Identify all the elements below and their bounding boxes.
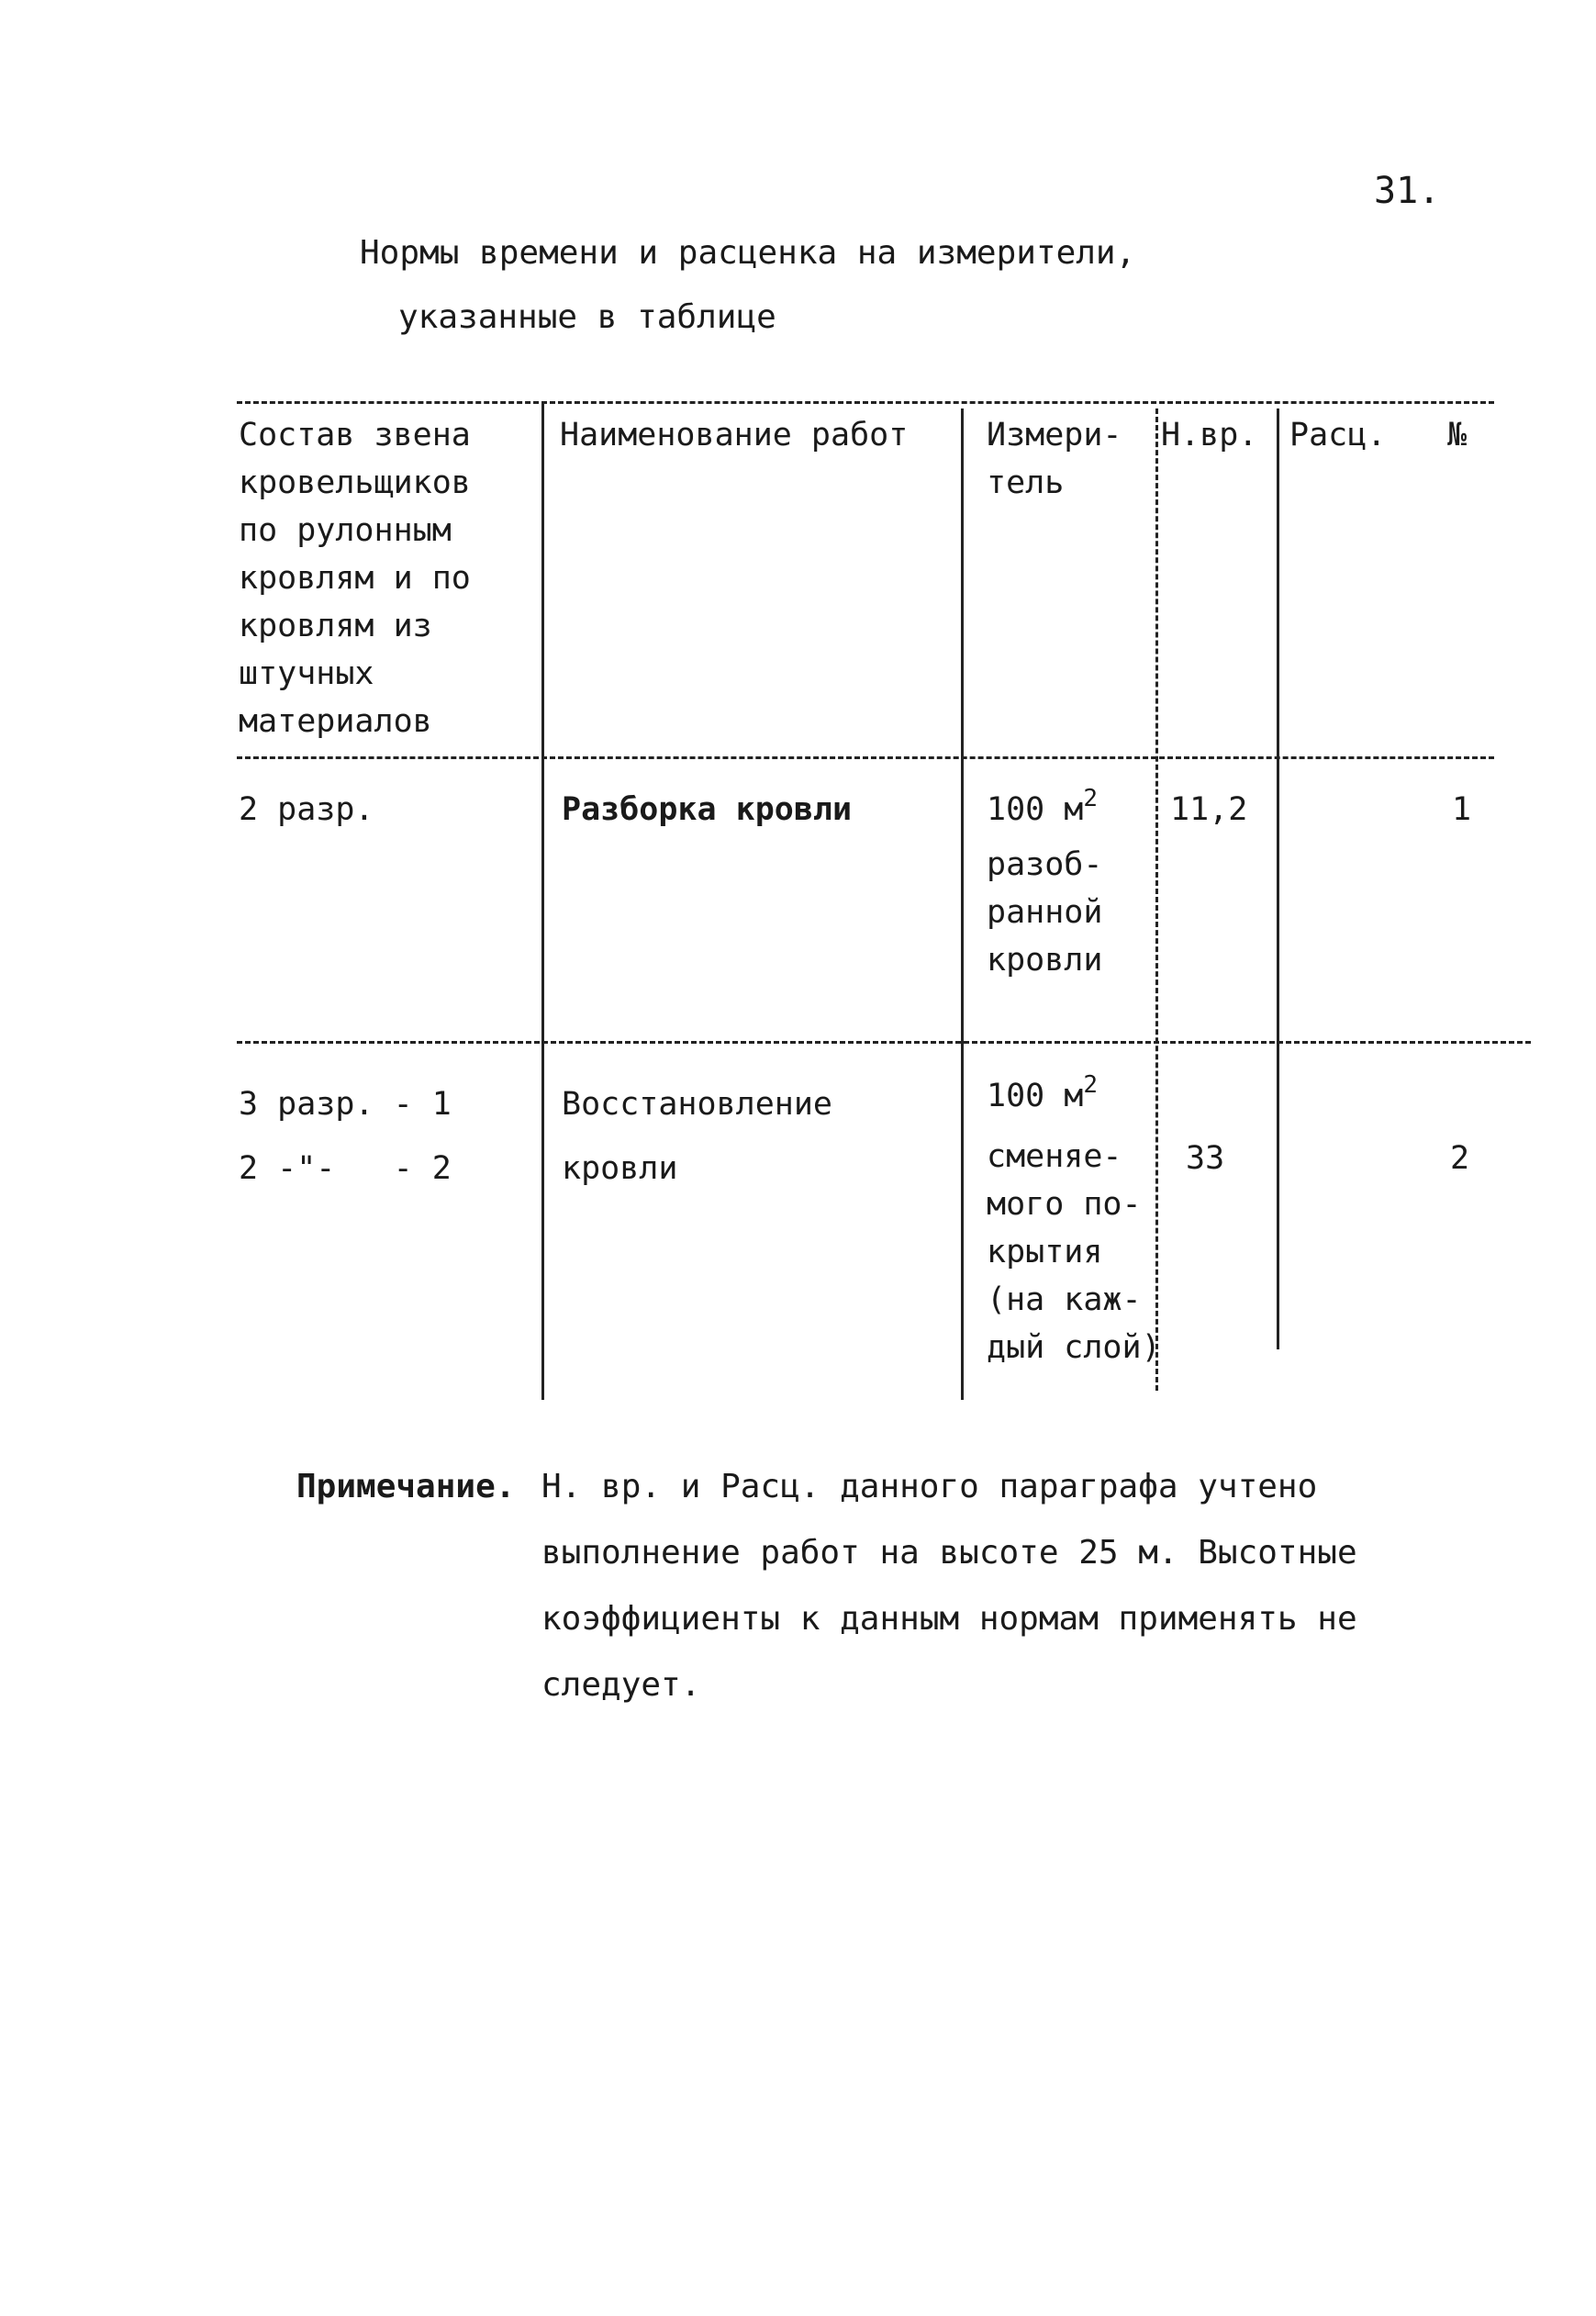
row1-unit: 100 $м^2$ разоб- ранной кровли xyxy=(987,785,1103,979)
row2-work-name: Восстановление кровли xyxy=(562,1086,833,1187)
title-line-2: указанные в таблице xyxy=(398,298,776,336)
note-label: Примечание. xyxy=(296,1468,516,1505)
note-line-1: Н. вр. и Расц. данного параграфа учтено xyxy=(541,1468,1318,1505)
table-top-rule xyxy=(237,401,1494,404)
title-line-1: Нормы времени и расценка на измерители, xyxy=(360,234,1136,272)
header-work-name: Наименование работ xyxy=(560,417,909,453)
row1-bottom-rule xyxy=(237,1041,1531,1044)
row2-composition: 3 разр. - 1 2 -"- - 2 xyxy=(239,1086,452,1187)
row2-num: 2 xyxy=(1450,1140,1470,1177)
row1-composition: 2 разр. xyxy=(239,791,374,828)
row1-norm-time: 11,2 xyxy=(1170,791,1248,828)
header-composition: Состав звена кровельщиков по рулонным кровлям и по кровлям из штучных материалов xyxy=(239,417,471,740)
header-bottom-rule xyxy=(237,756,1494,759)
row1-work-name: Разборка кровли xyxy=(562,791,853,828)
header-norm-time: Н.вр. xyxy=(1161,417,1258,453)
header-unit: Измери- тель xyxy=(987,417,1122,501)
note-line-3: коэффициенты к данным нормам применять не xyxy=(541,1600,1357,1638)
row2-unit: 100 $м^2$ сменяе- мого по- крытия (на каж- дый слой) xyxy=(987,1071,1161,1366)
page-number: 31. xyxy=(1374,170,1441,212)
row2-norm-time: 33 xyxy=(1186,1140,1225,1177)
col-divider-4 xyxy=(1277,408,1279,1349)
note-line-4: следует. xyxy=(541,1666,701,1704)
header-rate: Расц. xyxy=(1289,417,1387,453)
col-divider-1 xyxy=(541,404,544,1400)
header-num: № xyxy=(1447,417,1468,453)
row1-num: 1 xyxy=(1452,791,1472,828)
col-divider-2 xyxy=(961,408,964,1400)
note-line-2: выполнение работ на высоте 25 м. Высотные xyxy=(541,1534,1357,1572)
